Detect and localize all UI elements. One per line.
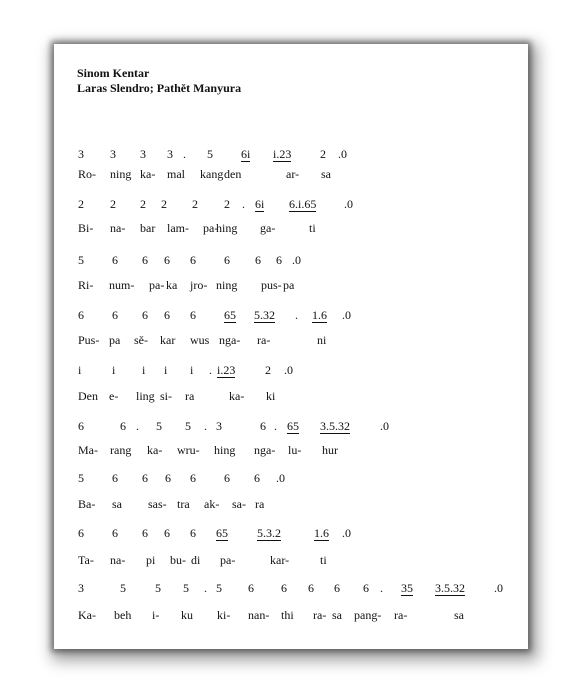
lyric-syllable: sa	[321, 167, 331, 181]
note: .0	[284, 363, 293, 377]
note: i	[78, 363, 82, 377]
grouped-note: 65	[216, 526, 228, 540]
lyric-syllable: si-	[160, 389, 172, 403]
note: 6	[224, 253, 230, 267]
lyric-syllable: ra-	[394, 608, 408, 622]
lyric-syllable: beh	[114, 608, 132, 622]
note: 3	[167, 147, 173, 161]
note: .0	[344, 197, 353, 211]
note: 6	[281, 581, 287, 595]
lyric-syllable: nga-	[254, 443, 276, 457]
note: 6	[248, 581, 254, 595]
note: .0	[276, 471, 285, 485]
note: .0	[292, 253, 301, 267]
lyric-syllable: kang	[200, 167, 224, 181]
note: .	[209, 363, 212, 377]
note: 6	[224, 471, 230, 485]
note: .	[242, 197, 245, 211]
lyric-syllable: hing	[214, 443, 236, 457]
lyric-syllable: Ri-	[78, 278, 94, 292]
grouped-note: i.23	[273, 147, 292, 161]
song-title: Sinom Kentar	[77, 66, 150, 80]
lyric-syllable: pus-	[261, 278, 282, 292]
grouped-note: 6i	[255, 197, 265, 211]
lyric-syllable: pang-	[354, 608, 382, 622]
note: .	[380, 581, 383, 595]
lyric-syllable: pa-	[220, 553, 236, 567]
grouped-note: 1.6	[312, 308, 327, 322]
note: 5	[155, 581, 161, 595]
note: .	[274, 419, 277, 433]
lyric-syllable: wru-	[177, 443, 200, 457]
lyric-syllable: kar	[160, 333, 176, 347]
note: .0	[494, 581, 503, 595]
note: 3	[78, 581, 84, 595]
note: 6	[78, 308, 84, 322]
lyric-syllable: sě-	[134, 333, 148, 347]
note: 6	[112, 526, 118, 540]
note: 2	[192, 197, 198, 211]
note: .	[204, 419, 207, 433]
lyric-syllable: Pus-	[78, 333, 100, 347]
note: 6	[164, 253, 170, 267]
note: 2	[224, 197, 230, 211]
lyric-syllable: hing	[216, 221, 238, 235]
grouped-note: 65	[224, 308, 236, 322]
lyric-syllable: e-	[109, 389, 119, 403]
note: 6	[190, 471, 196, 485]
lyric-syllable: Bi-	[78, 221, 94, 235]
lyric-syllable: Ta-	[78, 553, 94, 567]
lyric-syllable: ni	[317, 333, 327, 347]
note: .0	[338, 147, 347, 161]
lyric-syllable: pa	[109, 333, 121, 347]
note: 6	[363, 581, 369, 595]
lyric-syllable: ra	[255, 497, 265, 511]
grouped-note: 65	[287, 419, 299, 433]
song-subtitle: Laras Slendro; Pathět Manyura	[77, 81, 242, 95]
lyric-syllable: ar-	[286, 167, 300, 181]
lyric-syllable: wus	[190, 333, 210, 347]
lyric-syllable: ti	[309, 221, 316, 235]
lyric-syllable: hur	[322, 443, 338, 457]
lyric-syllable: ki-	[217, 608, 231, 622]
note: 2	[110, 197, 116, 211]
note: 6	[112, 253, 118, 267]
lyric-syllable: na-	[110, 221, 126, 235]
lyric-syllable: ka-	[147, 443, 163, 457]
note: 6	[164, 308, 170, 322]
note: .	[183, 147, 186, 161]
lyric-syllable: rang	[110, 443, 132, 457]
lyric-syllable: ku	[181, 608, 193, 622]
lyric-syllable: di	[191, 553, 201, 567]
grouped-note: 6.i.65	[289, 197, 317, 211]
lyric-syllable: ra-	[313, 608, 327, 622]
note: 3	[216, 419, 222, 433]
note: 3	[140, 147, 146, 161]
lyric-syllable: ka-	[229, 389, 245, 403]
note: .	[295, 308, 298, 322]
lyric-syllable: ti	[320, 553, 327, 567]
lyric-syllable: pa-	[203, 221, 219, 235]
note: 2	[140, 197, 146, 211]
lyric-syllable: ga-	[260, 221, 276, 235]
lyric-syllable: mal	[167, 167, 185, 181]
note: i	[164, 363, 168, 377]
note: 6	[165, 471, 171, 485]
score-sheet	[54, 44, 528, 649]
lyric-syllable: sa	[112, 497, 122, 511]
note: 6	[254, 471, 260, 485]
lyric-syllable: ki	[266, 389, 276, 403]
note: 6	[308, 581, 314, 595]
lyric-syllable: Ro-	[78, 167, 96, 181]
note: .0	[342, 526, 351, 540]
note: i	[112, 363, 116, 377]
note: 6	[112, 308, 118, 322]
note: 6	[142, 308, 148, 322]
note: 5	[78, 253, 84, 267]
lyric-syllable: bu-	[170, 553, 186, 567]
lyric-syllable: Ka-	[78, 608, 96, 622]
lyric-syllable: ra	[185, 389, 195, 403]
grouped-note: 5.3.2	[257, 526, 281, 540]
lyric-syllable: den	[224, 167, 242, 181]
note: 5	[185, 419, 191, 433]
lyric-syllable: thi	[281, 608, 294, 622]
lyric-syllable: ka-	[140, 167, 156, 181]
lyric-syllable: sa-	[232, 497, 246, 511]
lyric-syllable: tra	[177, 497, 190, 511]
lyric-syllable: sa	[454, 608, 464, 622]
note: 6	[190, 253, 196, 267]
lyric-syllable: ka	[166, 278, 178, 292]
lyric-syllable: i-	[152, 608, 160, 622]
grouped-note: i.23	[217, 363, 236, 377]
note: 5	[156, 419, 162, 433]
note: 5	[183, 581, 189, 595]
note: 2	[265, 363, 271, 377]
lyric-syllable: sas-	[148, 497, 167, 511]
note: 2	[78, 197, 84, 211]
lyric-syllable: nan-	[248, 608, 270, 622]
grouped-note: 1.6	[314, 526, 329, 540]
note: 5	[120, 581, 126, 595]
lyric-syllable: ra-	[257, 333, 271, 347]
lyric-syllable: pi	[146, 553, 156, 567]
lyric-syllable: ak-	[204, 497, 220, 511]
note: 6	[260, 419, 266, 433]
grouped-note: 3.5.32	[320, 419, 350, 433]
lyric-syllable: lu-	[288, 443, 302, 457]
grouped-note: 5.32	[254, 308, 275, 322]
note: 6	[190, 526, 196, 540]
note: 6	[78, 526, 84, 540]
note: 6	[78, 419, 84, 433]
note: 6	[120, 419, 126, 433]
note: .	[204, 581, 207, 595]
note: 6	[112, 471, 118, 485]
note: 6	[334, 581, 340, 595]
note: 3	[110, 147, 116, 161]
note: 2	[320, 147, 326, 161]
lyric-syllable: Ba-	[78, 497, 96, 511]
note: 5	[216, 581, 222, 595]
lyric-syllable: ning	[216, 278, 238, 292]
grouped-note: 3.5.32	[435, 581, 465, 595]
note: 6	[164, 526, 170, 540]
lyric-syllable: bar	[140, 221, 156, 235]
note: 5	[78, 471, 84, 485]
lyric-syllable: jro-	[190, 278, 208, 292]
note: .	[136, 419, 139, 433]
lyric-syllable: sa	[332, 608, 342, 622]
note: i	[142, 363, 146, 377]
note: 5	[207, 147, 213, 161]
note: i	[190, 363, 194, 377]
note: 6	[276, 253, 282, 267]
lyric-syllable: pa-	[149, 278, 165, 292]
note: .0	[342, 308, 351, 322]
lyric-syllable: lam-	[167, 221, 189, 235]
lyric-syllable: pa	[283, 278, 295, 292]
note: 6	[190, 308, 196, 322]
lyric-syllable: Den	[78, 389, 98, 403]
note: 6	[255, 253, 261, 267]
lyric-syllable: nga-	[219, 333, 241, 347]
grouped-note: 6i	[241, 147, 251, 161]
note: 3	[78, 147, 84, 161]
lyric-syllable: kar-	[270, 553, 290, 567]
note: 2	[161, 197, 167, 211]
note: .0	[380, 419, 389, 433]
grouped-note: 35	[401, 581, 413, 595]
lyric-syllable: num-	[109, 278, 135, 292]
lyric-syllable: na-	[110, 553, 126, 567]
note: 6	[142, 471, 148, 485]
note: 6	[142, 253, 148, 267]
lyric-syllable: ning	[110, 167, 132, 181]
lyric-syllable: ling	[136, 389, 155, 403]
lyric-syllable: Ma-	[78, 443, 98, 457]
note: 6	[142, 526, 148, 540]
